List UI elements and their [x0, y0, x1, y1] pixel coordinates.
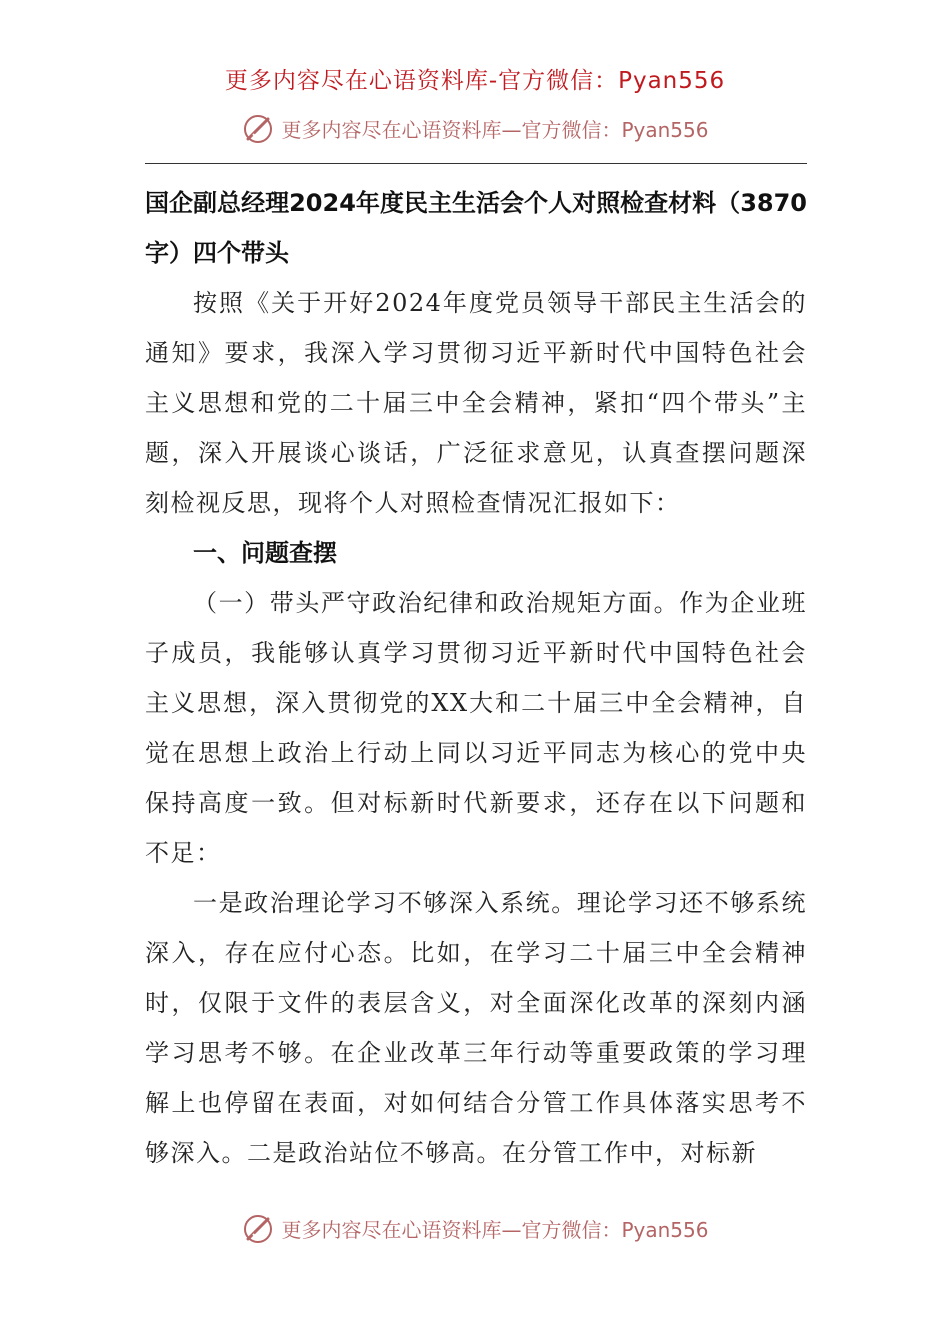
watermark-logo-icon: [241, 1212, 275, 1251]
watermark-top-text: 更多内容尽在心语资料库—官方微信：Pyan556: [281, 118, 709, 142]
point-paragraph: 一是政治理论学习不够深入系统。理论学习还不够系统深入，存在应付心态。比如，在学习二十届三中全会精神时，仅限于文件的表层含义，对全面深化改革的深刻内涵学习思考不够。在企业改革三年行动等重要政策的学习理解上也停留在表面，对如何结合分管工作具体落实思考不够深入。二是政治站位不够高。在分管工作中，对标新: [145, 889, 807, 1167]
watermark-logo-icon: [241, 112, 275, 151]
subsection-paragraph: （一）带头严守政治纪律和政治规矩方面。作为企业班子成员，我能够认真学习贯彻习近平新时代中国特色社会主义思想，深入贯彻党的XX大和二十届三中全会精神，自觉在思想上政治上行动上同以习近平同志为核心的党中央保持高度一致。但对标新时代新要求，还存在以下问题和不足：: [145, 589, 807, 867]
document-title: 国企副总经理2024年度民主生活会个人对照检查材料（3870字）四个带头: [145, 189, 807, 267]
intro-paragraph: 按照《关于开好2024年度党员领导干部民主生活会的通知》要求，我深入学习贯彻习近平新时代中国特色社会主义思想和党的二十届三中全会精神，紧扣“四个带头”主题，深入开展谈心谈话，广泛征求意见，认真查摆问题深刻检视反思，现将个人对照检查情况汇报如下：: [145, 289, 807, 517]
document-body: [145, 178, 807, 1178]
watermark-bottom-text: 更多内容尽在心语资料库—官方微信：Pyan556: [281, 1218, 709, 1242]
watermark-bottom: [0, 1212, 950, 1251]
header-divider: [145, 163, 807, 164]
section-heading: 一、问题查摆: [193, 539, 337, 567]
watermark-top: [0, 112, 950, 151]
promo-banner: 更多内容尽在心语资料库-官方微信：Pyan556: [224, 68, 726, 94]
